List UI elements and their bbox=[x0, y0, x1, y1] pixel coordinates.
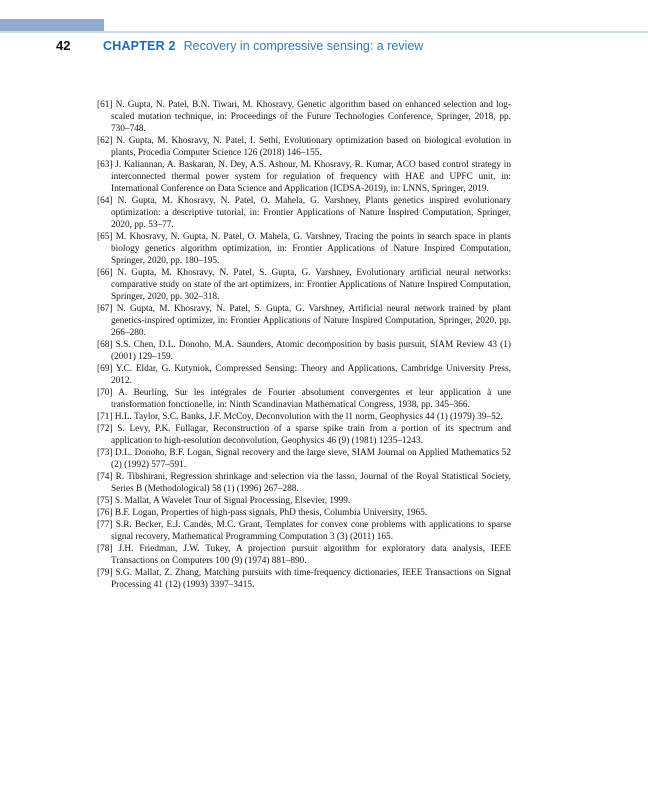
page-number: 42 bbox=[56, 38, 71, 53]
reference-item bbox=[97, 339, 511, 363]
reference-number: [62] bbox=[97, 136, 113, 146]
reference-text: N. Gupta, M. Khosravy, N. Patel, S. Gupta, G. Varshney, Artificial neural network trained by plant genetics-inspired optimizer, in: Frontier Applications of Nature Inspired Computation, Springer, 2020, pp. 266–280. bbox=[111, 304, 511, 338]
reference-text: S. Mallat, A Wavelet Tour of Signal Processing, Elsevier, 1999. bbox=[114, 496, 351, 506]
reference-item bbox=[97, 267, 511, 303]
reference-item bbox=[97, 543, 511, 567]
reference-text: M. Khosravy, N. Gupta, N. Patel, O. Mahela, G. Varshney, Tracing the points in search space in plants biology genetics algorithm optimization, in: Frontier Applications of Nature Inspired Computation, Springer, 2020, pp. 180–195. bbox=[111, 232, 511, 266]
reference-item bbox=[97, 387, 511, 411]
reference-item bbox=[97, 447, 511, 471]
page-header bbox=[56, 38, 423, 54]
reference-text: R. Tibshirani, Regression shrinkage and selection via the lasso, Journal of the Royal Statistical Society, Series B (Methodological) 58 (1) (1996) 267–288. bbox=[111, 472, 511, 494]
header-rule bbox=[0, 31, 648, 33]
reference-text: S.R. Becker, E.J. Candès, M.C. Grant, Templates for convex cone problems with applications to sparse signal recovery, Mathematical Programming Computation 3 (3) (2011) 165. bbox=[111, 520, 511, 542]
reference-text: S. Levy, P.K. Fullagar, Reconstruction of a sparse spike train from a portion of its spectrum and application to high-resolution deconvolution, Geophysics 46 (9) (1981) 1235–1243. bbox=[111, 424, 512, 446]
reference-number: [66] bbox=[97, 268, 113, 278]
reference-text: S.S. Chen, D.L. Donoho, M.A. Saunders, Atomic decomposition by basis pursuit, SIAM Review 43 (1) (2001) 129–159. bbox=[111, 340, 511, 362]
reference-number: [72] bbox=[97, 424, 113, 434]
reference-item bbox=[97, 519, 511, 543]
reference-number: [68] bbox=[97, 340, 113, 350]
reference-item bbox=[97, 303, 511, 339]
chapter-title: Recovery in compressive sensing: a review bbox=[183, 39, 424, 53]
reference-number: [71] bbox=[97, 412, 113, 422]
references-list bbox=[97, 99, 511, 591]
reference-item bbox=[97, 471, 511, 495]
reference-number: [77] bbox=[97, 520, 113, 530]
reference-number: [67] bbox=[97, 304, 113, 314]
reference-text: S.G. Mallat, Z. Zhang, Matching pursuits with time-frequency dictionaries, IEEE Transactions on Signal Processing 41 (12) (1993) 3397–3415. bbox=[111, 568, 512, 590]
chapter-label: CHAPTER 2 bbox=[103, 39, 176, 53]
reference-number: [78] bbox=[97, 544, 113, 554]
reference-number: [74] bbox=[97, 472, 113, 482]
reference-item bbox=[97, 99, 511, 135]
reference-text: N. Gupta, M. Khosravy, N. Patel, S. Gupta, G. Varshney, Evolutionary artificial neural networks: comparative study on state of the art optimizers, in: Frontier Applications of Nature Inspired Computation, Springer, 2020, pp. 302–318. bbox=[111, 268, 511, 302]
reference-item bbox=[97, 495, 511, 507]
reference-number: [63] bbox=[97, 160, 113, 170]
reference-text: J.H. Friedman, J.W. Tukey, A projection pursuit algorithm for exploratory data analysis, IEEE Transactions on Computers 100 (9) (1974) 881–890. bbox=[111, 544, 511, 566]
reference-text: D.L. Donoho, B.F. Logan, Signal recovery and the large sieve, SIAM Journal on Applied Mathematics 52 (2) (1992) 577–591. bbox=[111, 448, 511, 470]
reference-item bbox=[97, 507, 511, 519]
reference-number: [73] bbox=[97, 448, 113, 458]
reference-item bbox=[97, 195, 511, 231]
reference-item bbox=[97, 231, 511, 267]
reference-item bbox=[97, 567, 511, 591]
reference-text: N. Gupta, N. Patel, B.N. Tiwari, M. Khosravy, Genetic algorithm based on enhanced selection and log-scaled mutation technique, in: Proceedings of the Future Technologies Conference, Springer, 2018, pp. 730–748. bbox=[111, 100, 512, 134]
reference-text: N. Gupta, M. Khosravy, N. Patel, O. Mahela, G. Varshney, Plants genetics inspired evolutionary optimization: a descriptive tutorial, in: Frontier Applications of Nature Inspired Computation, Springer, 2020, pp. 53–77. bbox=[111, 196, 511, 230]
reference-item bbox=[97, 159, 511, 195]
reference-text: H.L. Taylor, S.C. Banks, J.F. McCoy, Deconvolution with the l1 norm, Geophysics 44 (1) (1979) 39–52. bbox=[114, 412, 503, 422]
reference-number: [79] bbox=[97, 568, 113, 578]
reference-number: [75] bbox=[97, 496, 113, 506]
reference-text: N. Gupta, M. Khosravy, N. Patel, I. Sethi, Evolutionary optimization based on biological evolution in plants, Procedia Computer Science 126 (2018) 146–155. bbox=[111, 136, 511, 158]
reference-item bbox=[97, 423, 511, 447]
reference-number: [69] bbox=[97, 364, 113, 374]
reference-number: [65] bbox=[97, 232, 113, 242]
reference-number: [70] bbox=[97, 388, 113, 398]
reference-number: [61] bbox=[97, 100, 113, 110]
reference-text: A. Beurling, Sur les intégrales de Fourier absolument convergentes et leur application à une transformation fonctionelle, in: Ninth Scandinavian Mathematical Congress, 1938, pp. 345–366. bbox=[111, 388, 511, 410]
reference-number: [76] bbox=[97, 508, 113, 518]
reference-text: J. Kaliannan, A. Baskaran, N. Dey, A.S. Ashour, M. Khosravy, R. Kumar, ACO based control strategy in interconnected thermal power system for regulation of frequency with HAE and UPFC unit, in: International Conference on Data Science and Application (ICDSA-2019), in: LNNS, Springer, 2019. bbox=[111, 160, 511, 194]
reference-text: Y.C. Eldar, G. Kutyniok, Compressed Sensing: Theory and Applications, Cambridge University Press, 2012. bbox=[111, 364, 511, 386]
reference-item bbox=[97, 411, 511, 423]
reference-item bbox=[97, 363, 511, 387]
reference-number: [64] bbox=[97, 196, 113, 206]
reference-item bbox=[97, 135, 511, 159]
reference-text: B.F. Logan, Properties of high-pass signals, PhD thesis, Columbia University, 1965. bbox=[114, 508, 428, 518]
